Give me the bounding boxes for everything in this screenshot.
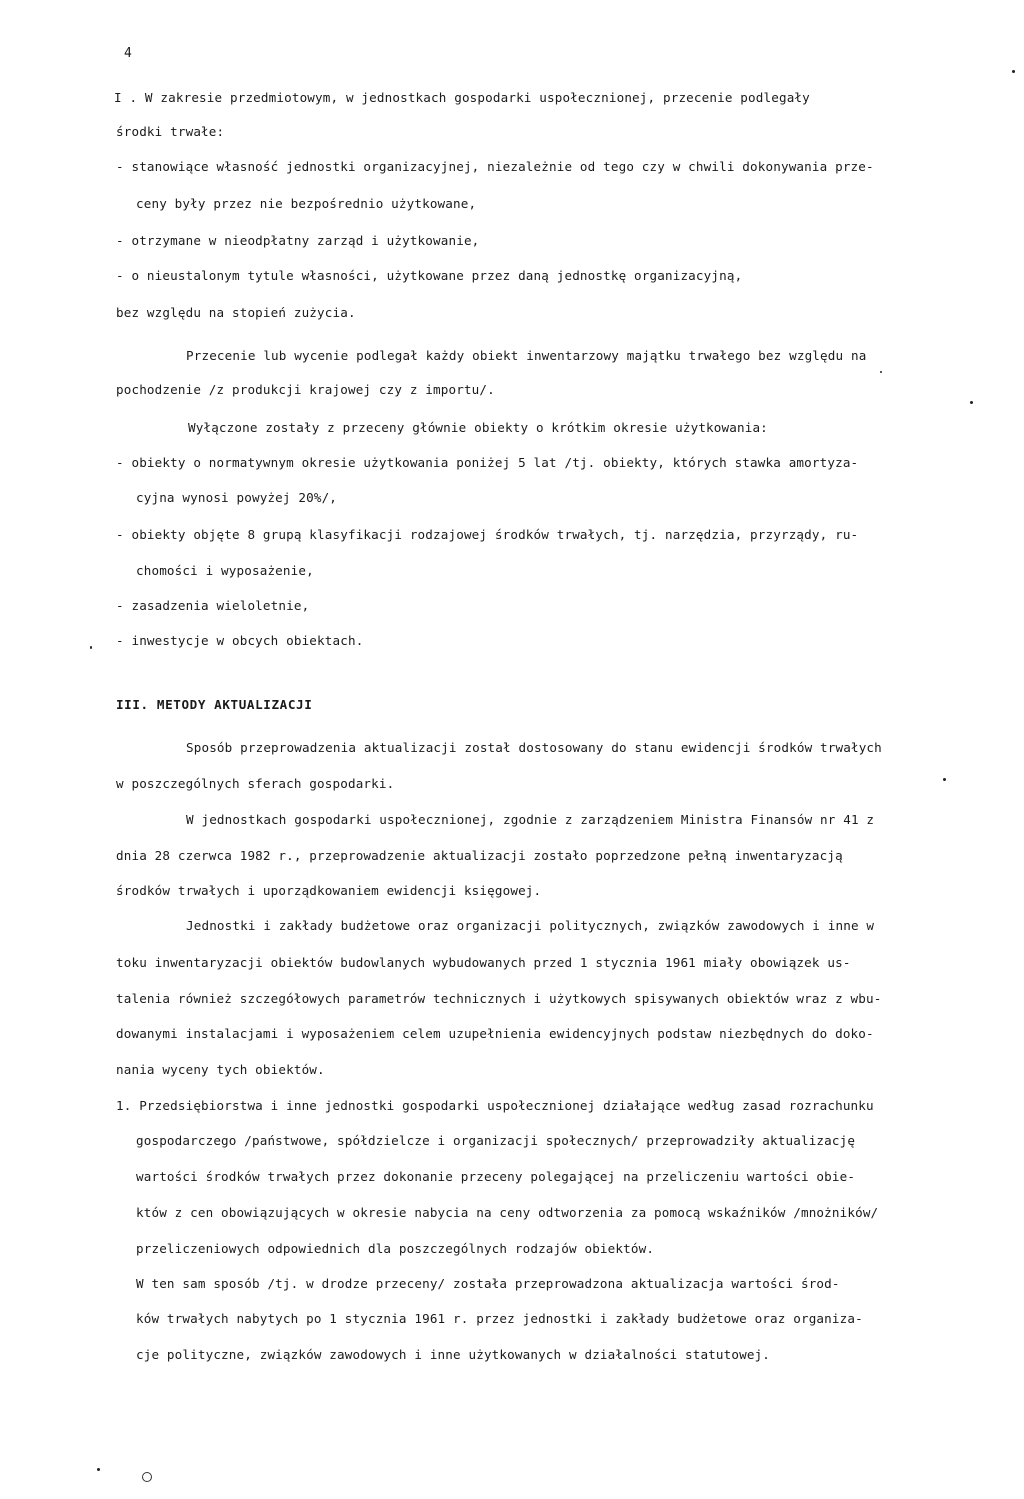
text-line: Jednostki i zakłady budżetowe oraz organizacji politycznych, związków zawodowych i inne w (186, 918, 875, 933)
scan-speck (970, 401, 973, 404)
text-line: toku inwentaryzacji obiektów budowlanych wybudowanych przed 1 stycznia 1961 miały obowiązek us- (116, 955, 851, 970)
scan-speck (943, 778, 946, 781)
text-line: 1. Przedsiębiorstwa i inne jednostki gospodarki uspołecznionej działające według zasad rozrachunku (116, 1098, 874, 1113)
text-line: - stanowiące własność jednostki organizacyjnej, niezależnie od tego czy w chwili dokonywania prze- (116, 159, 874, 174)
scan-speck (90, 646, 92, 649)
text-line: - zasadzenia wieloletnie, (116, 598, 310, 613)
text-line: w poszczególnych sferach gospodarki. (116, 776, 395, 791)
text-line: - obiekty objęte 8 grupą klasyfikacji rodzajowej środków trwałych, tj. narzędzia, przyrządy, ru- (116, 527, 859, 542)
text-line: cje polityczne, związków zawodowych i inne użytkowanych w działalności statutowej. (136, 1347, 771, 1362)
scan-speck (1012, 70, 1015, 73)
text-line: pochodzenie /z produkcji krajowej czy z importu/. (116, 382, 495, 397)
text-line: gospodarczego /państwowe, spółdzielcze i organizacji społecznych/ przeprowadziły aktualizację (136, 1133, 856, 1148)
scan-speck (97, 1468, 100, 1471)
text-line: Sposób przeprowadzenia aktualizacji został dostosowany do stanu ewidencji środków trwałych (186, 740, 882, 755)
text-line: ków trwałych nabytych po 1 stycznia 1961 r. przez jednostki i zakłady budżetowe oraz organiza- (136, 1311, 863, 1326)
text-line: talenia również szczegółowych parametrów technicznych i użytkowych spisywanych obiektów wraz z wbu- (116, 991, 882, 1006)
text-line: I . W zakresie przedmiotowym, w jednostkach gospodarki uspołecznionej, przecenie podlegały (114, 90, 810, 105)
text-line: ceny były przez nie bezpośrednio użytkowane, (136, 196, 477, 211)
text-line: Przecenie lub wycenie podlegał każdy obiekt inwentarzowy majątku trwałego bez względu na (186, 348, 867, 363)
text-line: środków trwałych i uporządkowaniem ewidencji księgowej. (116, 883, 542, 898)
text-line: chomości i wyposażenie, (136, 563, 314, 578)
text-line: dowanymi instalacjami i wyposażeniem celem uzupełnienia ewidencyjnych podstaw niezbędnych do doko- (116, 1026, 874, 1041)
text-line: przeliczeniowych odpowiednich dla poszczególnych rodzajów obiektów. (136, 1241, 655, 1256)
section-heading: III. METODY AKTUALIZACJI (116, 697, 313, 712)
text-line: Wyłączone zostały z przeceny głównie obiekty o krótkim okresie użytkowania: (188, 420, 768, 435)
text-line: W ten sam sposób /tj. w drodze przeceny/ została przeprowadzona aktualizacja wartości środ- (136, 1276, 840, 1291)
scan-speck (142, 1472, 152, 1482)
text-line: któw z cen obowiązujących w okresie nabycia na ceny odtworzenia za pomocą wskaźników /mnożników/ (136, 1205, 879, 1220)
text-line: cyjna wynosi powyżej 20%/, (136, 490, 338, 505)
page-number: 4 (124, 46, 132, 61)
text-line: wartości środków trwałych przez dokonanie przeceny polegającej na przeliczeniu wartości obie- (136, 1169, 856, 1184)
text-line: - otrzymane w nieodpłatny zarząd i użytkowanie, (116, 233, 480, 248)
text-line: - obiekty o normatywnym okresie użytkowania poniżej 5 lat /tj. obiekty, których stawka amortyza- (116, 455, 859, 470)
text-line: nania wyceny tych obiektów. (116, 1062, 325, 1077)
scan-speck (880, 371, 882, 373)
text-line: bez względu na stopień zużycia. (116, 305, 356, 320)
text-line: - o nieustalonym tytule własności, użytkowane przez daną jednostkę organizacyjną, (116, 268, 743, 283)
text-line: środki trwałe: (116, 124, 225, 139)
text-line: dnia 28 czerwca 1982 r., przeprowadzenie aktualizacji zostało poprzedzone pełną inwentaryzacją (116, 848, 843, 863)
text-line: - inwestycje w obcych obiektach. (116, 633, 364, 648)
text-line: W jednostkach gospodarki uspołecznionej, zgodnie z zarządzeniem Ministra Finansów nr 41 z (186, 812, 875, 827)
